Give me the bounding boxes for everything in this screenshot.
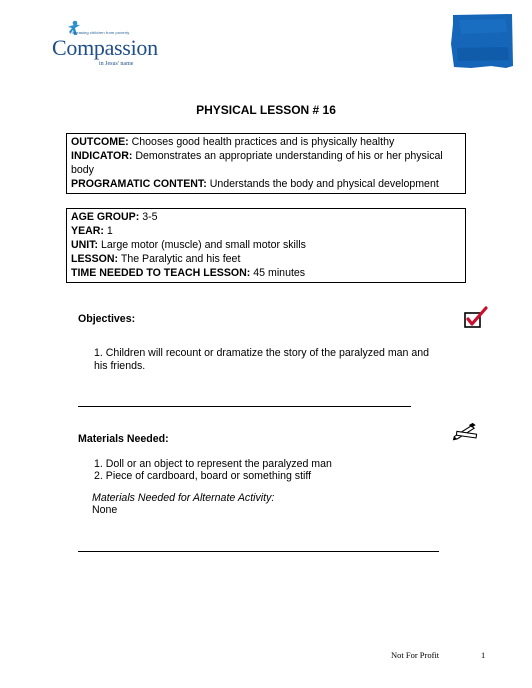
lesson-line: [71, 252, 461, 266]
lesson-label: LESSON:: [71, 253, 119, 265]
time-text: 45 minutes: [250, 267, 306, 279]
materials-heading: Materials Needed:: [78, 433, 169, 445]
age-group-text: 3-5: [139, 211, 158, 223]
blue-brush-block: [451, 14, 513, 68]
unit-line: [71, 238, 461, 252]
unit-label: UNIT:: [71, 239, 99, 251]
lesson-text: The Paralytic and his feet: [118, 253, 241, 265]
outcome-label: OUTCOME:: [71, 136, 129, 148]
section-divider: [78, 406, 411, 407]
footer-text: Not For Profit: [391, 650, 440, 660]
programatic-line: [71, 177, 461, 191]
alternate-materials-heading: Materials Needed for Alternate Activity:: [92, 492, 275, 504]
checkbox-check-icon: [463, 306, 489, 330]
page-title: PHYSICAL LESSON # 16: [196, 103, 336, 117]
programatic-text: Understands the body and physical development: [206, 178, 439, 190]
year-line: [71, 224, 461, 238]
materials-item-1: 1. Doll or an object to represent the paralyzed man: [94, 458, 332, 470]
outcome-text: Chooses good health practices and is physically healthy: [128, 136, 395, 148]
logo-tagline: Releasing children from poverty: [70, 30, 130, 35]
logo-wordmark: Compassion: [52, 35, 158, 60]
unit-text: Large motor (muscle) and small motor skills: [98, 239, 306, 251]
time-line: [71, 266, 461, 280]
alternate-materials-text: None: [92, 504, 118, 516]
compassion-logo: [52, 22, 172, 68]
logo-subline: in Jesus' name: [99, 61, 134, 67]
year-text: 1: [103, 225, 113, 237]
objectives-heading: Objectives:: [78, 313, 136, 325]
programatic-label: PROGRAMATIC CONTENT:: [71, 178, 207, 190]
objective-item: 1. Children will recount or dramatize the story of the paralyzed man and his friends.: [94, 347, 430, 372]
section-divider: [78, 551, 439, 552]
time-label: TIME NEEDED TO TEACH LESSON:: [71, 267, 251, 279]
indicator-text: Demonstrates an appropriate understanding of his or her physical body: [71, 150, 443, 176]
indicator-line: [71, 149, 461, 177]
materials-item-2: 2. Piece of cardboard, board or something stiff: [94, 470, 312, 482]
pencil-crayon-icon: [452, 420, 478, 444]
outcome-line: [71, 135, 461, 149]
lesson-info-box: [66, 208, 466, 283]
year-label: YEAR:: [71, 225, 104, 237]
age-group-line: [71, 210, 461, 224]
page-number: 1: [481, 650, 486, 660]
outcome-box: [66, 133, 466, 194]
age-group-label: AGE GROUP:: [71, 211, 140, 223]
indicator-label: INDICATOR:: [71, 150, 133, 162]
